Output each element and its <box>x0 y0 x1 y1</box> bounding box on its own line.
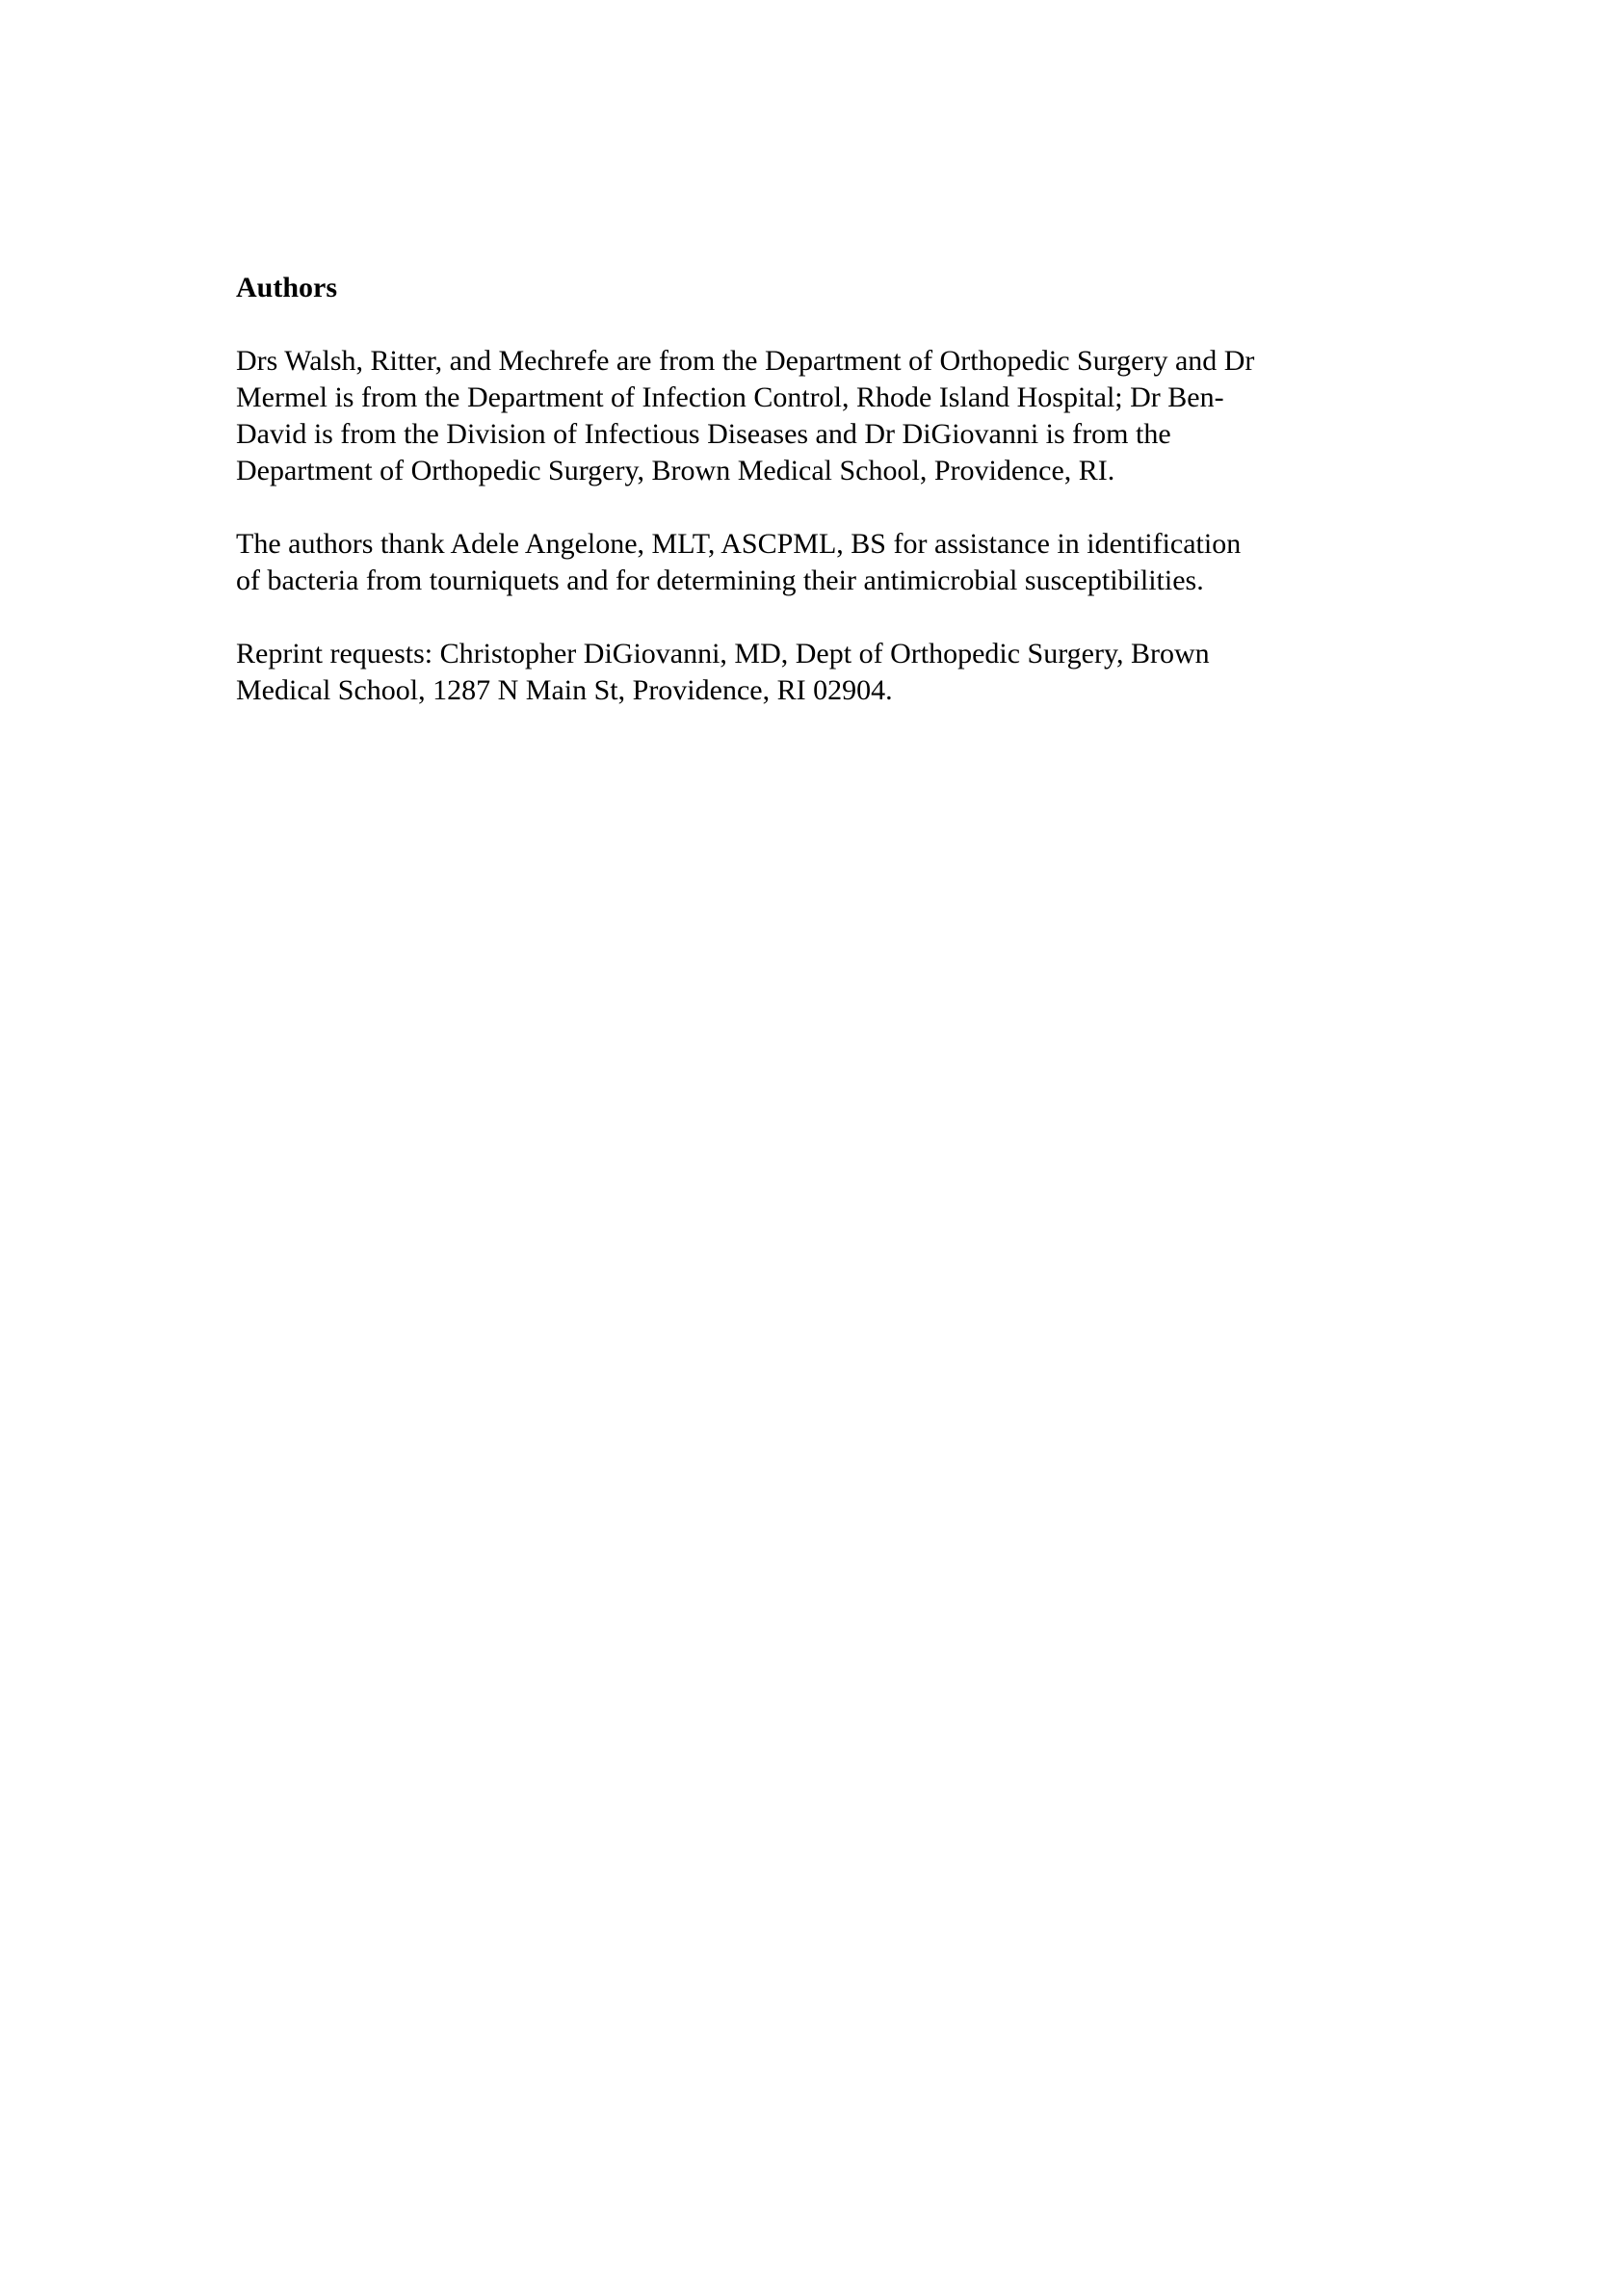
paragraph-line: The authors thank Adele Angelone, MLT, ASCPML, BS for assistance in identification <box>236 528 1242 560</box>
paragraph-line: Mermel is from the Department of Infection Control, Rhode Island Hospital; Dr Ben- <box>236 381 1224 413</box>
paragraph-line: Department of Orthopedic Surgery, Brown Medical School, Providence, RI. <box>236 455 1115 486</box>
paragraph-line: Reprint requests: Christopher DiGiovanni, MD, Dept of Orthopedic Surgery, Brown <box>236 638 1210 669</box>
paragraph-line: David is from the Division of Infectious Diseases and Dr DiGiovanni is from the <box>236 418 1171 450</box>
paragraph-line: Drs Walsh, Ritter, and Mechrefe are from the Department of Orthopedic Surgery and Dr <box>236 345 1255 377</box>
paragraph-line: Medical School, 1287 N Main St, Providence, RI 02904. <box>236 674 893 706</box>
paragraph-line: of bacteria from tourniquets and for determining their antimicrobial susceptibilities. <box>236 564 1204 596</box>
reprint-requests-paragraph <box>236 636 1411 709</box>
acknowledgment-paragraph <box>236 526 1411 599</box>
affiliations-paragraph <box>236 343 1411 489</box>
page-content <box>236 270 1411 746</box>
section-heading: Authors <box>236 272 338 303</box>
